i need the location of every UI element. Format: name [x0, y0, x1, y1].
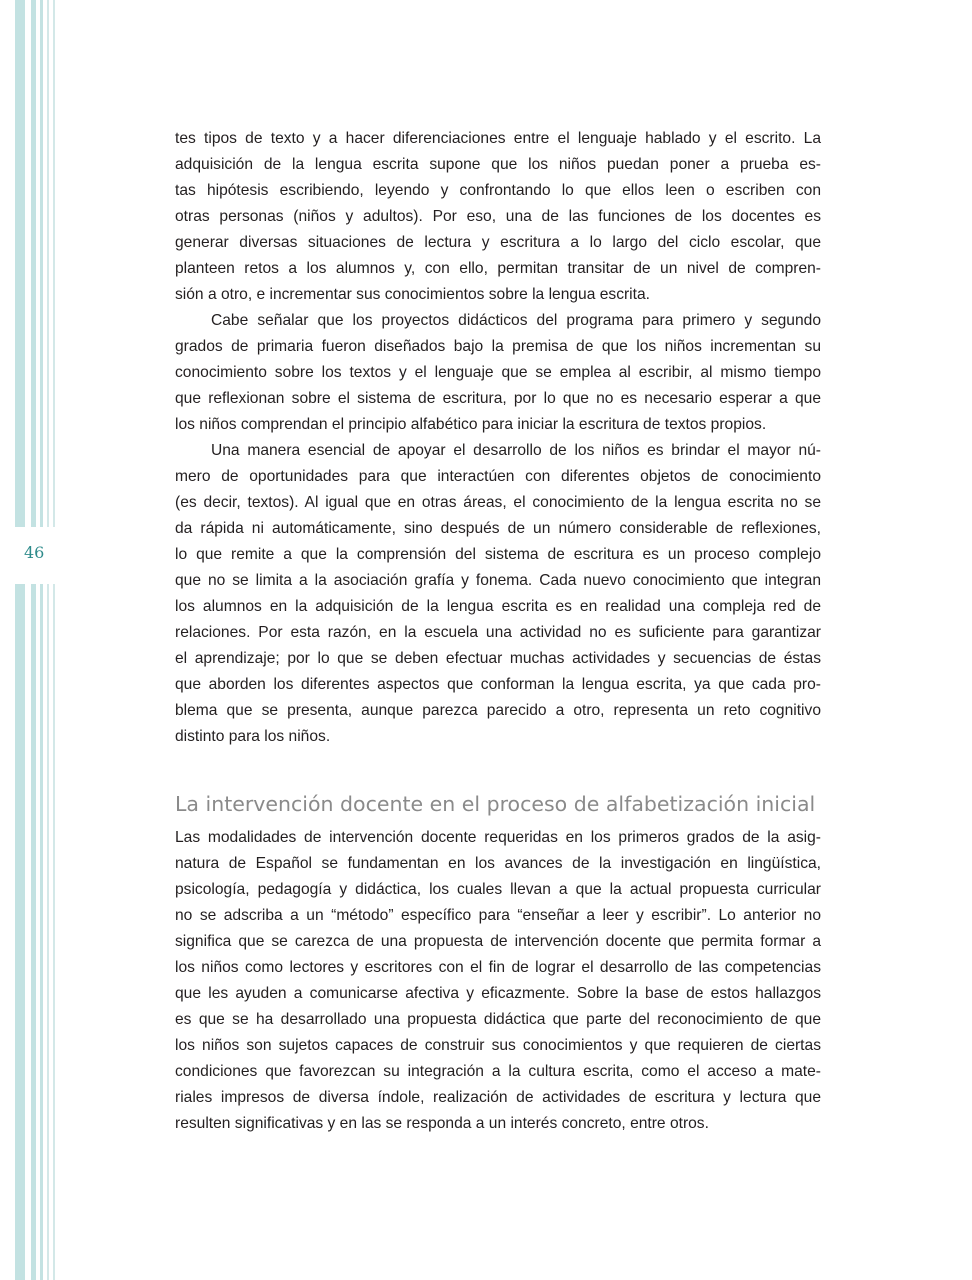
text-line: los niños son sujetos capaces de construir sus conocimientos y que requieren de ciertas	[175, 1037, 821, 1054]
text-line: significa que se carezca de una propuesta de intervención docente que permita formar a	[175, 933, 821, 950]
margin-stripe	[40, 0, 43, 527]
text-line: psicología, pedagogía y didáctica, los cuales llevan a que la actual propuesta curricular	[175, 881, 821, 898]
margin-stripe	[47, 0, 49, 527]
page-number: 46	[24, 543, 45, 562]
text-line: generar diversas situaciones de lectura y escritura a lo largo del ciclo escolar, que	[175, 234, 821, 251]
body-text	[175, 126, 821, 750]
text-line: el aprendizaje; por lo que se deben efectuar muchas actividades y secuencias de éstas	[175, 650, 821, 667]
text-line: distinto para los niños.	[175, 728, 331, 745]
margin-stripe	[31, 0, 36, 527]
paragraph	[175, 825, 821, 1137]
text-line: natura de Español se fundamentan en los avances de la investigación en lingüística,	[175, 855, 821, 872]
paragraph	[175, 308, 821, 438]
text-line: Las modalidades de intervención docente requeridas en los primeros grados de la asig-	[175, 829, 821, 846]
text-line: los niños como lectores y escritores con el fin de lograr el desarrollo de las competencias	[175, 959, 821, 976]
margin-stripe	[47, 584, 49, 1280]
text-line: los alumnos en la adquisición de la lengua escrita es en realidad una compleja red de	[175, 598, 821, 615]
text-line: que aborden los diferentes aspectos que conforman la lengua escrita, ya que cada pro-	[175, 676, 821, 693]
text-line: Una manera esencial de apoyar el desarrollo de los niños es brindar el mayor nú-	[211, 442, 821, 459]
section-text	[175, 825, 821, 1137]
text-line: que reflexionan sobre el sistema de escritura, por lo que no es necesario esperar a que	[175, 390, 821, 407]
text-line: no se adscriba a un “método” específico para “enseñar a leer y escribir”. Lo anterior no	[175, 907, 821, 924]
margin-stripe	[40, 584, 43, 1280]
text-line: (es decir, textos). Al igual que en otras áreas, el conocimiento de la lengua escrita no se	[175, 494, 821, 511]
text-line: otras personas (niños y adultos). Por eso, una de las funciones de los docentes es	[175, 208, 821, 225]
text-line: da rápida ni automáticamente, sino después de un número considerable de reflexiones,	[175, 520, 821, 537]
text-line: adquisición de la lengua escrita supone que los niños puedan poner a prueba es-	[175, 156, 821, 173]
text-line: grados de primaria fueron diseñados bajo la premisa de que los niños incrementan su	[175, 338, 821, 355]
text-line: mero de oportunidades para que interactúen con diferentes objetos de conocimiento	[175, 468, 821, 485]
text-line: los niños comprendan el principio alfabético para iniciar la escritura de textos propios.	[175, 416, 767, 433]
text-line: blema que se presenta, aunque parezca parecido a otro, representa un reto cognitivo	[175, 702, 821, 719]
text-line: que no se limita a la asociación grafía y fonema. Cada nuevo conocimiento que integran	[175, 572, 821, 589]
margin-stripe	[53, 584, 55, 1280]
text-line: condiciones que favorezcan su integración a la cultura escrita, como el acceso a mate-	[175, 1063, 821, 1080]
margin-stripe	[15, 584, 25, 1280]
text-line: relaciones. Por esta razón, en la escuela una actividad no es suficiente para garantizar	[175, 624, 821, 641]
text-line: que les ayuden a comunicarse afectiva y eficazmente. Sobre la base de estos hallazgos	[175, 985, 821, 1002]
text-line: sión a otro, e incrementar sus conocimientos sobre la lengua escrita.	[175, 286, 650, 303]
margin-stripe	[31, 584, 36, 1280]
text-line: Cabe señalar que los proyectos didácticos del programa para primero y segundo	[211, 312, 821, 329]
text-line: tes tipos de texto y a hacer diferenciaciones entre el lenguaje hablado y el escrito. La	[175, 130, 821, 147]
margin-stripe	[53, 0, 55, 527]
margin-stripe	[15, 0, 25, 527]
text-line: tas hipótesis escribiendo, leyendo y confrontando lo que ellos leen o escriben con	[175, 182, 821, 199]
text-line: riales impresos de diversa índole, realización de actividades de escritura y lectura que	[175, 1089, 821, 1106]
text-line: planteen retos a los alumnos y, con ello, permitan transitar de un nivel de compren-	[175, 260, 821, 277]
section-heading: La intervención docente en el proceso de alfabetización inicial	[175, 792, 816, 816]
text-line: es que se ha desarrollado una propuesta didáctica que parte del reconocimiento de que	[175, 1011, 821, 1028]
text-line: conocimiento sobre los textos y el lenguaje que se emplea al escribir, al mismo tiempo	[175, 364, 821, 381]
paragraph	[175, 438, 821, 750]
text-line: resulten significativas y en las se responda a un interés concreto, entre otros.	[175, 1115, 709, 1132]
paragraph	[175, 126, 821, 308]
text-line: lo que remite a que la comprensión del sistema de escritura es un proceso complejo	[175, 546, 821, 563]
